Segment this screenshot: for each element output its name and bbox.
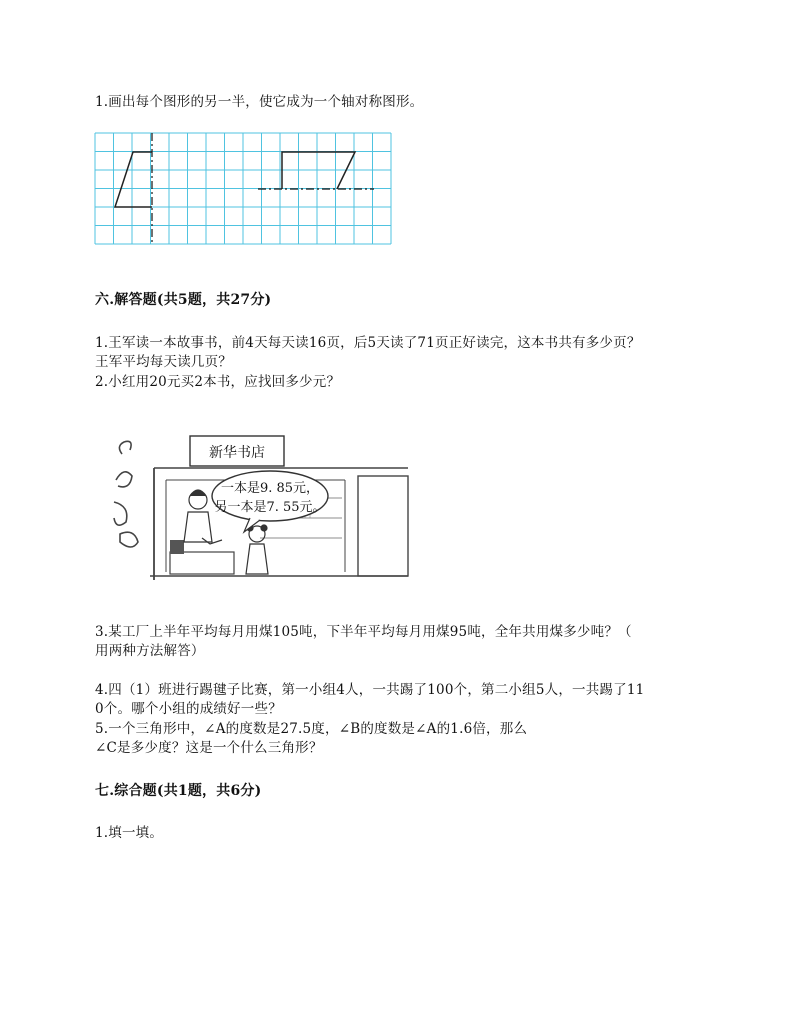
girl-figure bbox=[246, 525, 268, 574]
section-6-title: 六.解答题(共5题，共27分) bbox=[95, 292, 272, 308]
q4-line1: 4.四（1）班进行踢毽子比赛，第一小组4人，一共踢了100个，第二小组5人，一共踢了11 bbox=[95, 682, 645, 698]
bubble-line2: 另一本是7. 55元。 bbox=[214, 500, 326, 515]
bookstore-sign: 新华书店 bbox=[209, 445, 265, 461]
q5-line1: 5.一个三角形中，∠A的度数是27.5度，∠B的度数是∠A的1.6倍，那么 bbox=[95, 721, 528, 737]
q5-line2: ∠C是多少度？这是一个什么三角形？ bbox=[95, 740, 323, 756]
q1-line1: 1.王军读一本故事书，前4天每天读16页，后5天读了71页正好读完，这本书共有多少页？ bbox=[95, 335, 641, 351]
q7-1-text: 1.填一填。 bbox=[95, 825, 164, 841]
q1-line2: 王军平均每天读几页？ bbox=[95, 354, 232, 370]
q3-line1: 3.某工厂上半年平均每月用煤105吨，下半年平均每月用煤95吨，全年共用煤多少吨？（ bbox=[95, 624, 632, 640]
q3-line2: 用两种方法解答） bbox=[95, 643, 205, 659]
bubble-line1: 一本是9. 85元， bbox=[220, 481, 320, 496]
q4-line2: 0个。哪个小组的成绩好一些？ bbox=[95, 701, 282, 717]
half-shape-left bbox=[115, 152, 152, 207]
q2-text: 2.小红用20元买2本书，应找回多少元？ bbox=[95, 374, 341, 390]
bookstore-illustration bbox=[110, 432, 410, 582]
symmetry-grid-figure bbox=[95, 133, 391, 245]
section-7-title: 七.综合题(共1题，共6分) bbox=[95, 783, 262, 799]
grid-lines bbox=[95, 133, 391, 244]
question-symmetry: 1.画出每个图形的另一半，使它成为一个轴对称图形。 bbox=[95, 94, 424, 110]
